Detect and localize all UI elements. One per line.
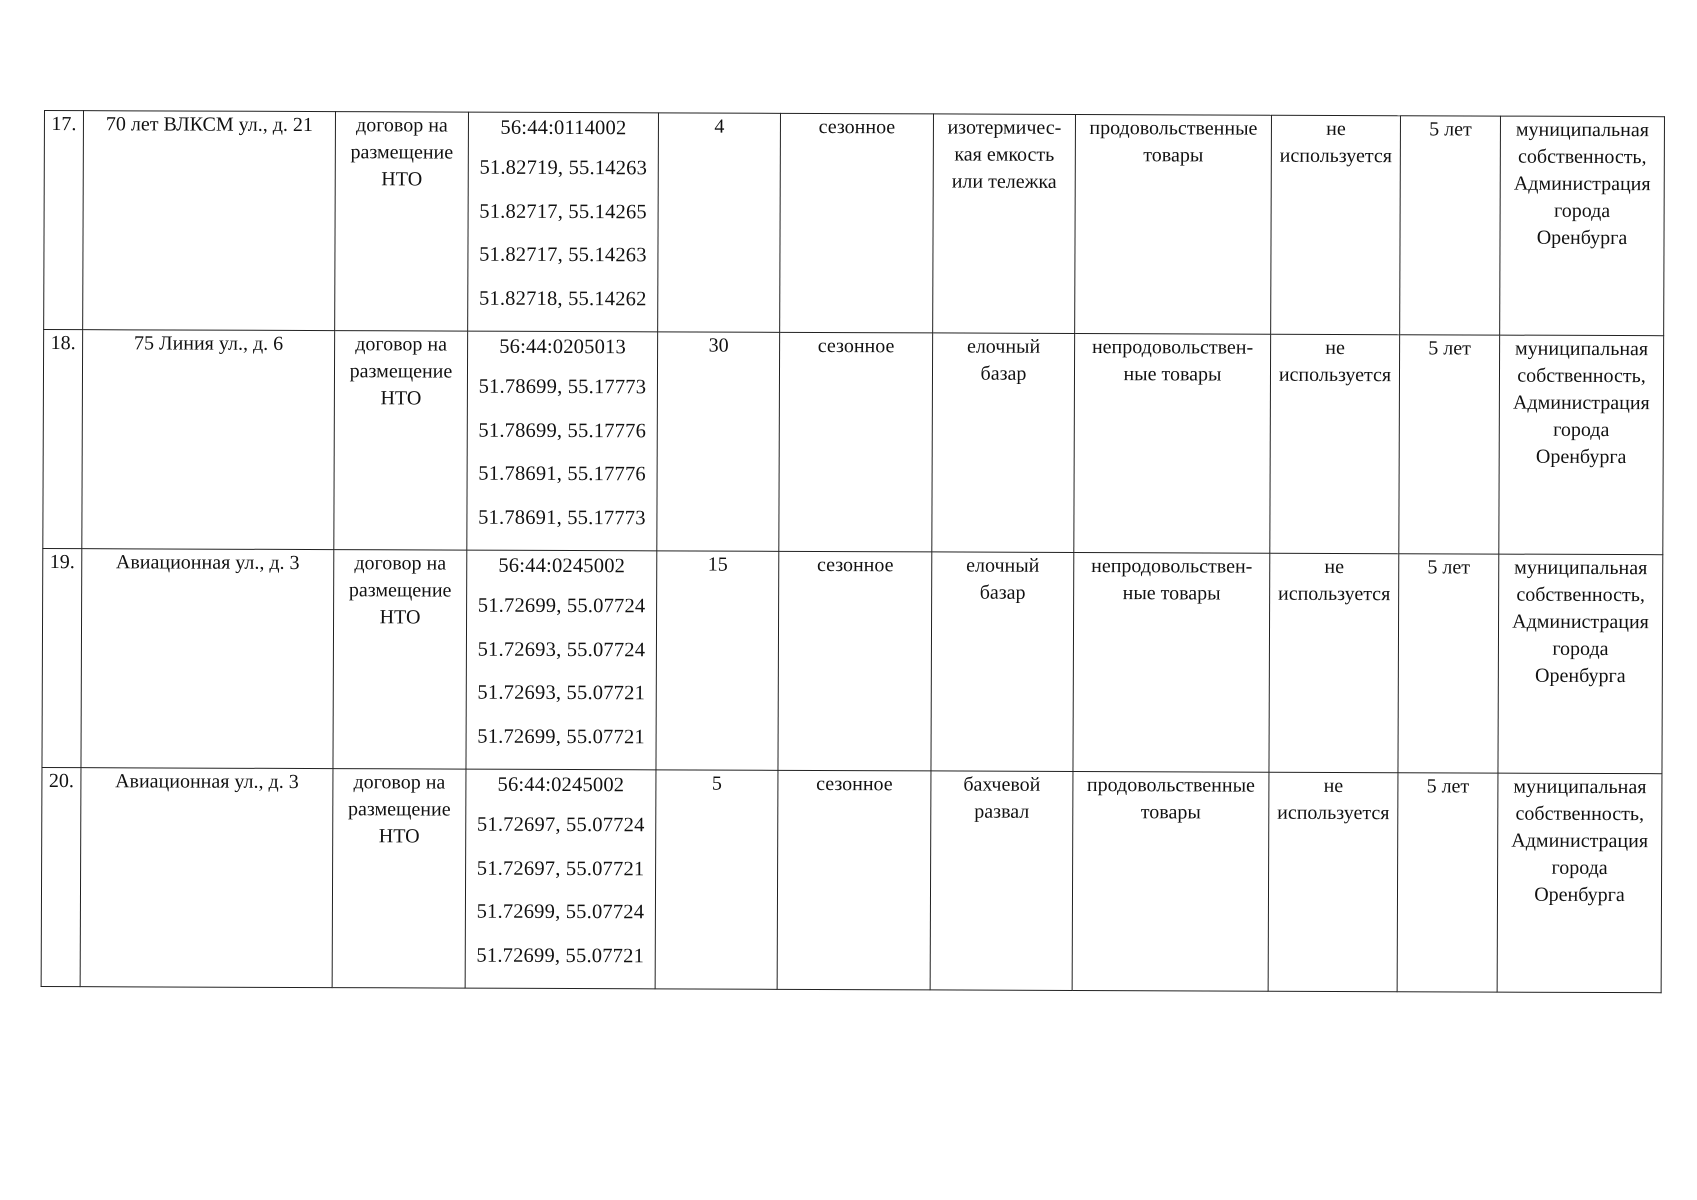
usage-text: не используется [1277, 774, 1390, 825]
coordinate-pair: 51.82717, 55.14265 [479, 200, 647, 223]
cadastral-number: 56:44:0245002 [498, 554, 626, 578]
area-cell: 4 [658, 113, 781, 332]
object-type-cell [933, 114, 1076, 334]
object-type-text: елочный базар [966, 335, 1041, 385]
object-type-text: елочный базар [966, 554, 1040, 604]
object-type-text: бахчевой развал [963, 773, 1041, 823]
document-text: договор на размещение НТО [347, 771, 451, 848]
document-cell [335, 112, 469, 332]
row-number: 18. [43, 330, 83, 549]
goods-cell [1075, 114, 1272, 334]
usage-text: не используется [1279, 117, 1393, 168]
coordinate-pair: 51.78699, 55.17773 [478, 375, 647, 399]
usage-cell [1268, 772, 1398, 991]
term-cell: 5 лет [1398, 554, 1499, 773]
owner-cell [1499, 335, 1664, 555]
goods-text: продовольственные товары [1089, 117, 1258, 167]
object-type-cell [932, 333, 1075, 553]
owner-cell [1497, 773, 1662, 993]
term-cell: 5 лет [1400, 116, 1501, 335]
owner-text: муниципальная собственность, Администрация города Оренбурга [1513, 118, 1651, 250]
object-type-text: изотермичес- кая емкость или тележка [947, 116, 1062, 193]
owner-text: муниципальная собственность, Администрация города Оренбурга [1512, 337, 1650, 469]
table-row [42, 548, 1663, 773]
document-text: договор на размещение НТО [348, 552, 452, 629]
cadastral-cell [465, 769, 656, 989]
owner-text: муниципальная собственность, Администрация города Оренбурга [1511, 775, 1649, 907]
coordinate-pair: 51.82717, 55.14263 [479, 243, 647, 267]
cadastral-cell [466, 550, 657, 770]
period-cell: сезонное [779, 332, 933, 552]
address-cell: 75 Линия ул., д. 6 [82, 330, 335, 550]
usage-cell [1269, 553, 1399, 772]
table-row [41, 767, 1662, 992]
address-cell: Авиационная ул., д. 3 [80, 768, 333, 988]
term-cell: 5 лет [1399, 335, 1500, 554]
coordinate-pair: 51.72699, 55.07721 [477, 725, 645, 748]
coordinate-pair: 51.72697, 55.07724 [476, 813, 645, 837]
address-cell: Авиационная ул., д. 3 [81, 549, 334, 769]
usage-cell [1270, 334, 1400, 553]
coordinate-pair: 51.72697, 55.07721 [476, 857, 645, 880]
row-number: 17. [44, 111, 84, 330]
coordinate-pair: 51.78699, 55.17776 [478, 419, 647, 442]
coordinate-pair: 51.72699, 55.07724 [476, 900, 645, 924]
goods-text: непродовольствен- ные товары [1091, 336, 1254, 386]
document-page [41, 110, 1664, 993]
area-cell: 5 [655, 770, 778, 989]
owner-cell [1500, 116, 1665, 336]
goods-cell [1074, 333, 1271, 553]
table-row [44, 111, 1665, 336]
cadastral-number: 56:44:0114002 [500, 116, 627, 140]
coordinate-pair: 51.72699, 55.07724 [477, 594, 646, 618]
goods-cell [1072, 771, 1269, 991]
document-text: договор на размещение НТО [350, 114, 454, 191]
coordinate-pair: 51.72693, 55.07721 [477, 681, 646, 705]
owner-text: муниципальная собственность, Администрация города Оренбурга [1512, 556, 1649, 688]
document-text: договор на размещение НТО [349, 333, 453, 410]
cadastral-number: 56:44:0245002 [497, 773, 625, 797]
coordinate-pair: 51.72693, 55.07724 [477, 638, 646, 661]
row-number: 19. [42, 548, 82, 767]
cadastral-cell [468, 112, 659, 332]
coordinate-pair: 51.72699, 55.07721 [476, 944, 645, 967]
period-cell: сезонное [777, 770, 931, 990]
period-cell: сезонное [780, 113, 934, 333]
object-type-cell [931, 552, 1074, 772]
period-cell: сезонное [778, 551, 932, 771]
object-type-cell [930, 771, 1073, 991]
table-row [43, 330, 1664, 555]
goods-cell [1073, 552, 1270, 772]
row-number: 20. [41, 767, 81, 986]
coordinate-pair: 51.82718, 55.14262 [478, 287, 647, 310]
area-cell: 30 [657, 332, 780, 551]
coordinate-pair: 51.78691, 55.17776 [478, 462, 646, 486]
address-cell: 70 лет ВЛКСМ ул., д. 21 [83, 111, 336, 331]
area-cell: 15 [656, 551, 779, 770]
usage-cell [1271, 115, 1401, 334]
cadastral-cell [467, 331, 658, 551]
document-cell [334, 331, 468, 551]
goods-text: непродовольствен- ные товары [1091, 555, 1253, 605]
owner-cell [1498, 554, 1663, 774]
coordinate-pair: 51.78691, 55.17773 [478, 506, 646, 529]
usage-text: не используется [1278, 336, 1392, 387]
coordinate-pair: 51.82719, 55.14263 [479, 156, 648, 180]
nto-placement-table [41, 110, 1665, 993]
document-cell [332, 769, 466, 989]
goods-text: продовольственные товары [1086, 774, 1255, 824]
term-cell: 5 лет [1397, 773, 1498, 992]
document-cell [333, 550, 467, 770]
usage-text: не используется [1277, 555, 1391, 606]
cadastral-number: 56:44:0205013 [499, 335, 627, 359]
